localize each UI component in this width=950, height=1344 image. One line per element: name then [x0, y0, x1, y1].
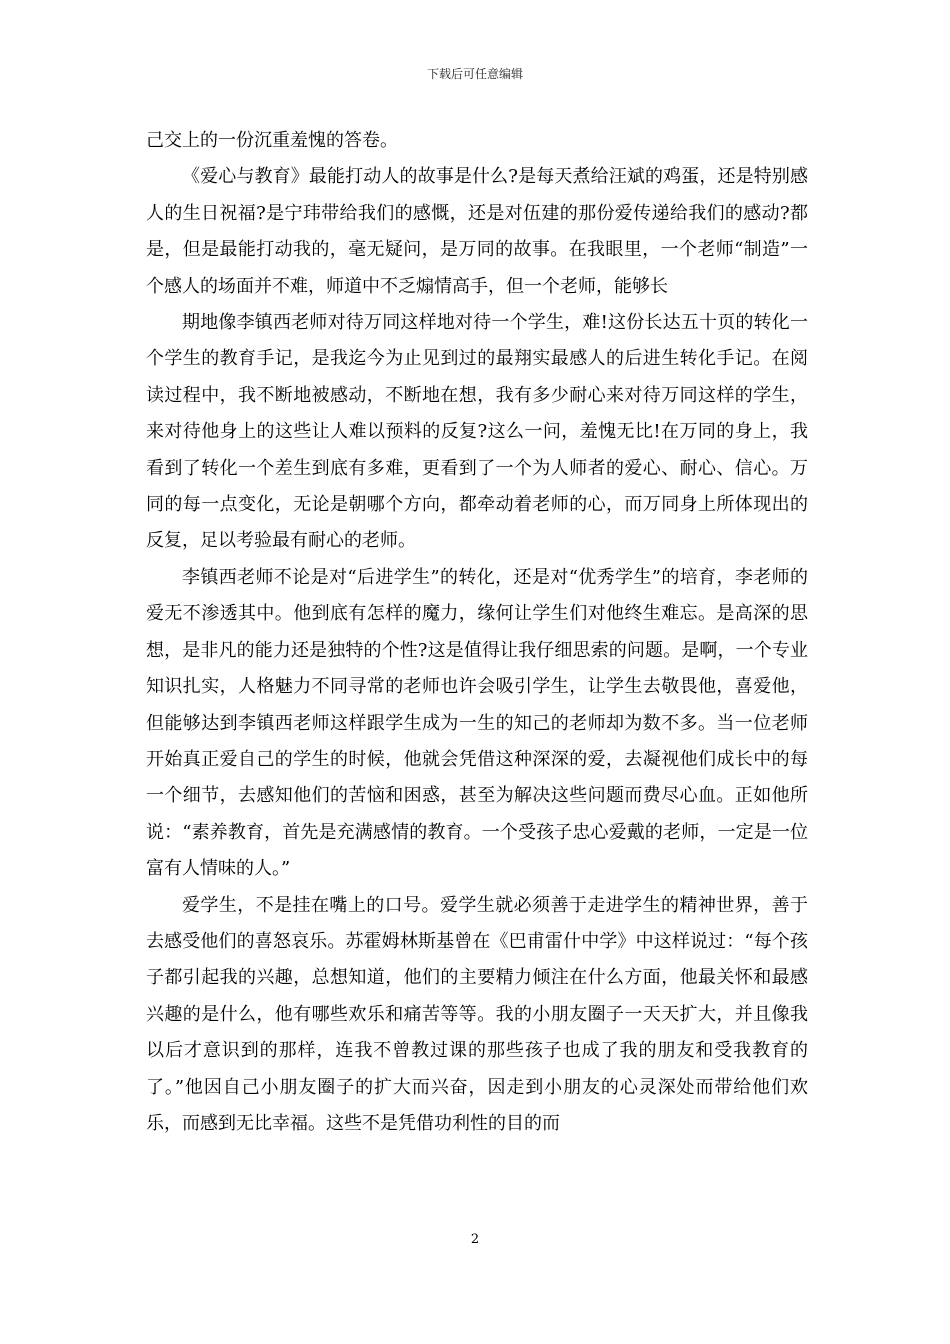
page-number: 2 [470, 1232, 480, 1247]
paragraph-4: 李镇西老师不论是对“后进学生”的转化，还是对“优秀学生”的培育，李老师的爱无不渗透其中。他到底有怎样的魔力，缘何让学生们对他终生难忘。是高深的思想，是非凡的能力还是独特的个性?这是值得让我仔细思索的问题。是啊，一个专业知识扎实，人格魅力不同寻常的老师也许会吸引学生，让学生去敬畏他，喜爱他，但能够达到李镇西老师这样跟学生成为一生的知己的老师却为数不多。当一位老师开始真正爱自己的学生的时候，他就会凭借这种深深的爱，去凝视他们成长中的每一个细节，去感知他们的苦恼和困惑，甚至为解决这些问题而费尽心血。正如他所说：“素养教育，首先是充满感情的教育。一个受孩子忠心爱戴的老师，一定是一位富有人情味的人。” [146, 566, 808, 880]
page-header: 下载后可任意编辑 [426, 67, 523, 81]
paragraph-1: 己交上的一份沉重羞愧的答卷。 [146, 130, 398, 151]
paragraph-2: 《爱心与教育》最能打动人的故事是什么?是每天煮给汪斌的鸡蛋，还是特别感人的生日祝福?是宁玮带给我们的感慨，还是对伍建的那份爱传递给我们的感动?都是，但是最能打动我的，毫无疑问，是万同的故事。在我眼里，一个老师“制造”一个感人的场面并不难，师道中不乏煽情高手，但一个老师，能够长 [146, 166, 808, 297]
document-body [146, 123, 808, 1142]
paragraph-3: 期地像李镇西老师对待万同这样地对待一个学生，难!这份长达五十页的转化一个学生的教育手记，是我迄今为止见到过的最翔实最感人的后进生转化手记。在阅读过程中，我不断地被感动，不断地在想，我有多少耐心来对待万同这样的学生，来对待他身上的这些让人难以预料的反复?这么一问，羞愧无比!在万同的身上，我看到了转化一个差生到底有多难，更看到了一个为人师者的爱心、耐心、信心。万同的每一点变化，无论是朝哪个方向，都牵动着老师的心，而万同身上所体现出的反复，足以考验最有耐心的老师。 [146, 312, 808, 552]
paragraph-5: 爱学生，不是挂在嘴上的口号。爱学生就必须善于走进学生的精神世界，善于去感受他们的喜怒哀乐。苏霍姆林斯基曾在《巴甫雷什中学》中这样说过：“每个孩子都引起我的兴趣，总想知道，他们的主要精力倾注在什么方面，他最关怀和最感兴趣的是什么，他有哪些欢乐和痛苦等等。我的小朋友圈子一天天扩大，并且像我以后才意识到的那样，连我不曾教过课的那些孩子也成了我的朋友和受我教育的了。”他因自己小朋友圈子的扩大而兴奋，因走到小朋友的心灵深处而带给他们欢乐，而感到无比幸福。这些不是凭借功利性的目的而 [146, 894, 808, 1134]
